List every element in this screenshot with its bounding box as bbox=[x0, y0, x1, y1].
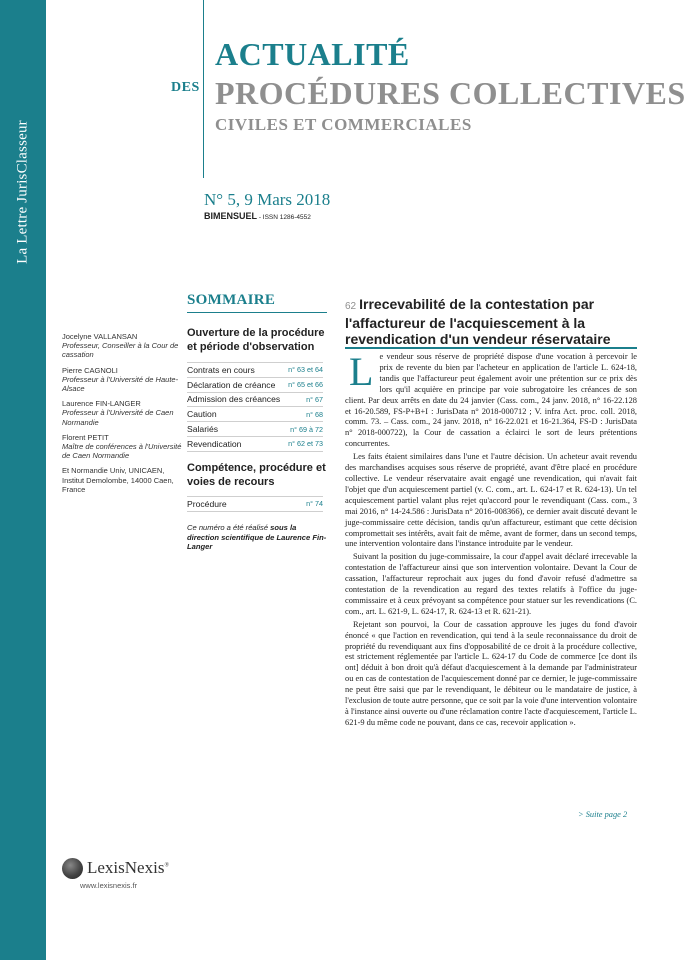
toc-label: Salariés bbox=[187, 424, 219, 435]
toc-row[interactable] bbox=[187, 496, 323, 512]
sommaire-heading: SOMMAIRE bbox=[187, 292, 276, 308]
toc-row[interactable] bbox=[187, 393, 323, 408]
note-prefix: Ce numéro a été réalisé bbox=[187, 523, 271, 532]
article-title bbox=[345, 296, 635, 347]
toc-label: Admission des créances bbox=[187, 394, 281, 405]
author-role: Professeur à l'Université de Haute-Alsace bbox=[62, 374, 179, 394]
sommaire-rule bbox=[187, 312, 327, 313]
author-name: Florent PETIT bbox=[62, 432, 109, 442]
lexisnexis-logo-icon bbox=[62, 858, 83, 879]
article-title-text: Irrecevabilité de la contestation par l'affactureur de l'acquiescement à la revendication d'un vendeur réservataire bbox=[345, 296, 611, 347]
author-name: Et Normandie Univ, UNICAEN, Institut Demolombe, 14000 Caen, France bbox=[62, 466, 174, 494]
article-number: 62 bbox=[345, 301, 357, 312]
toc-number: n° 74 bbox=[306, 499, 323, 509]
toc-row[interactable] bbox=[187, 437, 323, 452]
toc-label: Caution bbox=[187, 409, 217, 420]
masthead-des: DES bbox=[171, 80, 200, 95]
authors-list bbox=[62, 332, 182, 500]
registered-mark: ® bbox=[164, 862, 169, 869]
article-body bbox=[345, 349, 637, 731]
author-role: Maître de conférences à l'Université de Caen Normandie bbox=[62, 442, 182, 461]
toc-number: n° 63 et 64 bbox=[288, 365, 323, 375]
author-role: Professeur à l'Université de Caen Normandie bbox=[62, 408, 174, 427]
toc-label: Procédure bbox=[187, 498, 227, 509]
author-item bbox=[62, 433, 182, 461]
paragraph: Les faits étaient similaires dans l'une et l'autre décision. Un acheteur avait revendu des marchandises acquises sous réserve de propriété, avant d'être placé en procédure collective. Le vendeur réservataire avait engagé une revendication, qui n'avait fait l'objet que d'un acquiescement partiel (v. C. com., art. L. 624-17 et R. 624-13). Un tel acquiescement partiel valant plus rejet qu'accord pour le revendiquant (Cass. com., 3 mai 2016, n° 14-24.586 : JurisData n° 2016-008366), ce dernier avait discuté devant le juge-commissaire cette décision, tandis qu'un affactureur, estimant que cette décision compromettait ses intérêts, avait fait de même, avant de former, dans un second temps, une intervention volontaire dans l'instance introduite par le vendeur. bbox=[345, 452, 637, 549]
toc-section1 bbox=[187, 362, 323, 452]
author-name: Pierre CAGNOLI bbox=[62, 365, 118, 375]
paragraph bbox=[345, 349, 637, 450]
toc-section1-title: Ouverture de la procédure et période d'observation bbox=[187, 327, 325, 353]
brand-name: LexisNexis bbox=[87, 858, 165, 877]
toc-number: n° 65 et 66 bbox=[288, 380, 323, 390]
toc-label: Revendication bbox=[187, 438, 242, 449]
masthead-rule bbox=[203, 0, 204, 178]
note-bold: sous la direction scientifique de Laurence Fin-Langer bbox=[187, 523, 327, 551]
author-item bbox=[62, 399, 182, 427]
author-item bbox=[62, 366, 182, 394]
toc-number: n° 68 bbox=[306, 409, 323, 419]
paragraph: Rejetant son pourvoi, la Cour de cassation approuve les juges du fond d'avoir énoncé « que l'action en revendication, qui tend à la seule reconnaissance du droit de propriété du revendiquant aux fins d'opposabilité de ce droit à la procédure collective, est strictement réglementée par l'article L. 624-17 du Code de commerce [ce dont ils ont] déduit à bon droit qu'à défaut d'acquiescement à la demande par l'administrateur ou en cas de contestation de l'acquiescement donné par ce dernier, le juge-commissaire ne peut être saisi que par le revendiquant, le débiteur ou le mandataire de justice, à l'exclusion de toute autre personne, que ce soit par la voie d'une intervention volontaire à l'instance ainsi ouverte ou d'une réclamation contre l'acte d'acquiescement, l'article L. 621-9 du même code ne pouvant, dans ce cas, recevoir application ». bbox=[345, 619, 637, 727]
toc-number: n° 62 et 73 bbox=[288, 439, 323, 449]
toc-number: n° 69 à 72 bbox=[290, 424, 323, 434]
toc-label: Déclaration de créance bbox=[187, 379, 276, 390]
issue-number-date: N° 5, 9 Mars 2018 bbox=[204, 190, 331, 209]
toc-row[interactable] bbox=[187, 362, 323, 378]
continued-link[interactable]: > Suite page 2 bbox=[578, 810, 628, 819]
author-item bbox=[62, 466, 182, 494]
toc-row[interactable] bbox=[187, 422, 323, 437]
article-rule bbox=[345, 347, 637, 349]
toc-label: Contrats en cours bbox=[187, 364, 255, 375]
author-item bbox=[62, 332, 182, 360]
masthead-title-line1: ACTUALITÉ bbox=[215, 36, 410, 72]
author-name: Laurence FIN-LANGER bbox=[62, 399, 141, 409]
author-name: Jocelyne VALLANSAN bbox=[62, 332, 138, 341]
toc-row[interactable] bbox=[187, 407, 323, 422]
frequency: BIMENSUEL bbox=[204, 211, 258, 221]
masthead-title-line2: PROCÉDURES COLLECTIVES bbox=[215, 75, 686, 111]
toc-number: n° 67 bbox=[306, 394, 323, 404]
direction-note bbox=[187, 523, 327, 552]
toc-section2 bbox=[187, 496, 323, 512]
drop-cap: L bbox=[349, 349, 374, 394]
paragraph-text: e vendeur sous réserve de propriété dispose d'une vocation à percevoir le prix de revente du bien par l'acheteur en application de l'article L. 624-18, tandis que l'affactureur peut également avoir une prétention sur ce prix dès lors qu'il acquière en principe par voie subrogatoire les créances de son client. Par deux arrêts en date du 24 janvier (Cass. com., 24 janv. 2018, n° 16-22.128 et 16-20.589, FS-P+B+I : JurisData n° 2018-000712 ; V. infra Act. proc. coll. 2018, comm. 73. – Cass. com., 24 janv. 2018, n° 16-22.021 et 16-21.364, FS-D : JurisData n° 2018-000722), la Cour de cassation a éclairci le sort de leurs prétentions concurrentes. bbox=[345, 352, 637, 449]
paragraph: Suivant la position du juge-commissaire, la cour d'appel avait déclaré irrecevable la contestation de l'affactureur ainsi que son intervention volontaire. Devant la Cour de cassation, l'affactureur reprochait aux juges du fond d'avoir refusé d'admettre sa contestation de la revendication au regard des textes relatifs à l'office du juge-commissaire et à ceux prévoyant sa compétence pour statuer sur les revendications (C. com., art. L. 621-9, L. 624-17, R. 624-13 et R. 621-21). bbox=[345, 552, 637, 616]
brand-logo bbox=[87, 858, 169, 878]
frequency-issn bbox=[204, 211, 311, 221]
issn: - ISSN 1286-4552 bbox=[257, 214, 311, 221]
website-link[interactable]: www.lexisnexis.fr bbox=[80, 881, 138, 890]
side-band-title: La Lettre JurisClasseur bbox=[14, 120, 31, 264]
toc-section2-title: Compétence, procédure et voies de recours bbox=[187, 462, 326, 488]
toc-row[interactable] bbox=[187, 378, 323, 393]
author-role: Professeur, Conseiller à la Cour de cassation bbox=[62, 341, 179, 360]
masthead-subtitle: CIVILES ET COMMERCIALES bbox=[215, 115, 472, 134]
